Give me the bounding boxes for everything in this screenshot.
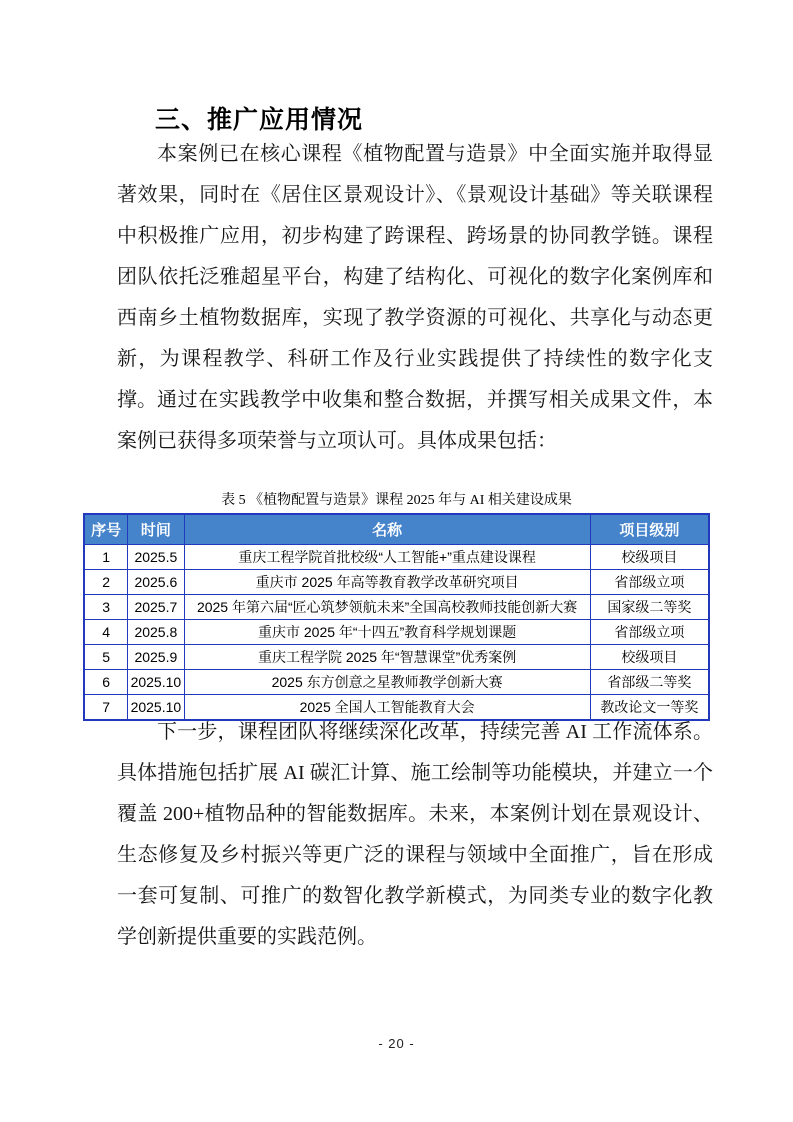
cell-date: 2025.7 (128, 595, 184, 620)
cell-level: 省部级立项 (590, 620, 709, 645)
cell-date: 2025.5 (128, 545, 184, 570)
cell-index: 3 (84, 595, 128, 620)
cell-date: 2025.9 (128, 645, 184, 670)
table-header-row (84, 514, 709, 545)
cell-name: 重庆工程学院 2025 年“智慧课堂”优秀案例 (184, 645, 590, 670)
table-row (84, 570, 709, 595)
paragraph-future-plan: 下一步，课程团队将继续深化改革，持续完善 AI 工作流体系。具体措施包括扩展 AI 碳汇计算、施工绘制等功能模块，并建立一个覆盖 200+植物品种的智能数据库。未来，本案例计划在景观设计、生态修复及乡村振兴等更广泛的课程与领域中全面推广，旨在形成一套可复制、可推广的数智化教学新模式，为同类专业的数字化教学创新提供重要的实践范例。 (117, 721, 713, 948)
table-row (84, 595, 709, 620)
paragraph-implementation: 本案例已在核心课程《植物配置与造景》中全面实施并取得显著效果，同时在《居住区景观设计》、《景观设计基础》等关联课程中积极推广应用，初步构建了跨课程、跨场景的协同教学链。课程团队依托泛雅超星平台，构建了结构化、可视化的数字化案例库和西南乡土植物数据库，实现了教学资源的可视化、共享化与动态更新，为课程教学、科研工作及行业实践提供了持续性的数字化支撑。 (117, 143, 713, 411)
cell-name: 重庆市 2025 年“十四五”教育科学规划课题 (184, 620, 590, 645)
col-header-index: 序号 (84, 514, 128, 545)
cell-level: 国家级二等奖 (590, 595, 709, 620)
table-row (84, 545, 709, 570)
cell-level: 校级项目 (590, 645, 709, 670)
cell-date: 2025.6 (128, 570, 184, 595)
paragraph-achievements-intro: 通过在实践教学中收集和整合数据，并撰写相关成果文件，本案例已获得多项荣誉与立项认可。具体成果包括： (117, 389, 713, 452)
cell-date: 2025.8 (128, 620, 184, 645)
cell-name: 重庆市 2025 年高等教育教学改革研究项目 (184, 570, 590, 595)
cell-date: 2025.10 (128, 670, 184, 695)
col-header-name: 名称 (184, 514, 590, 545)
table-row (84, 645, 709, 670)
table-row (84, 620, 709, 645)
cell-index: 5 (84, 645, 128, 670)
cell-level: 省部级二等奖 (590, 670, 709, 695)
cell-date: 2025.10 (128, 695, 184, 721)
cell-name: 2025 东方创意之星教师教学创新大赛 (184, 670, 590, 695)
cell-level: 教改论文一等奖 (590, 695, 709, 721)
results-table (83, 513, 710, 721)
cell-index: 1 (84, 545, 128, 570)
col-header-date: 时间 (128, 514, 184, 545)
section-heading: 三、推广应用情况 (155, 106, 364, 134)
cell-level: 校级项目 (590, 545, 709, 570)
cell-name: 2025 全国人工智能教育大会 (184, 695, 590, 721)
cell-name: 重庆工程学院首批校级“人工智能+”重点建设课程 (184, 545, 590, 570)
cell-index: 7 (84, 695, 128, 721)
table-caption: 表 5 《植物配置与造景》课程 2025 年与 AI 相关建设成果 (221, 493, 572, 508)
page-number: - 20 - (378, 1036, 415, 1051)
cell-level: 省部级立项 (590, 570, 709, 595)
results-table-body (84, 545, 709, 721)
col-header-level: 项目级别 (590, 514, 709, 545)
cell-index: 4 (84, 620, 128, 645)
table-row (84, 670, 709, 695)
cell-name: 2025 年第六届“匠心筑梦领航未来”全国高校教师技能创新大赛 (184, 595, 590, 620)
cell-index: 2 (84, 570, 128, 595)
cell-index: 6 (84, 670, 128, 695)
